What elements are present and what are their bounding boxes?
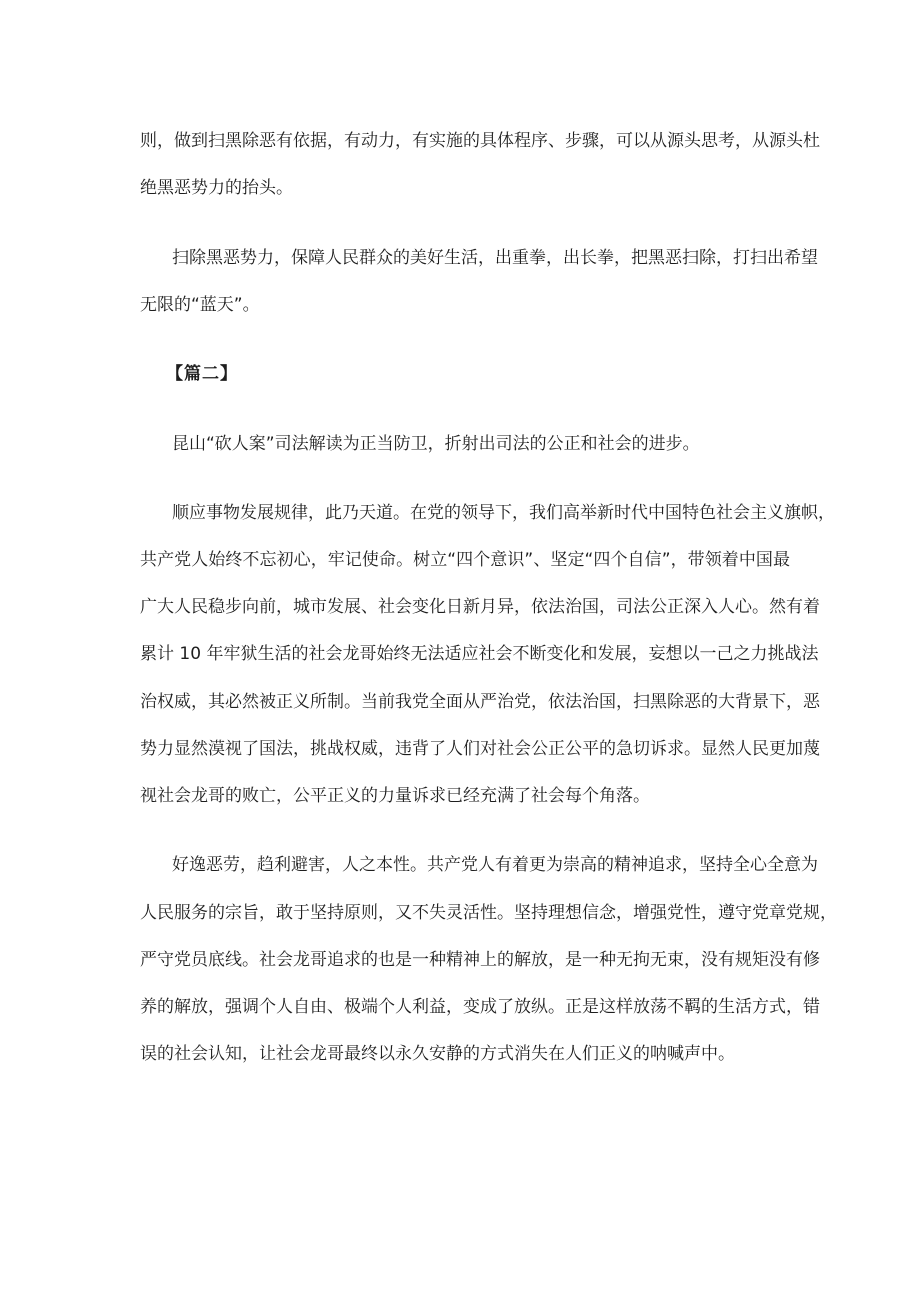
paragraph-5-line-4: 养的解放，强调个人自由、极端个人利益，变成了放纵。正是这样放荡不羁的生活方式，错 xyxy=(140,997,820,1017)
paragraph-4-line-3: 广大人民稳步向前，城市发展、社会变化日新月异，依法治国，司法公正深入人心。然有着 xyxy=(140,597,820,617)
paragraph-4-line-6: 势力显然漠视了国法，挑战权威，违背了人们对社会公正公平的急切诉求。显然人民更加蔑 xyxy=(140,739,820,759)
paragraph-2-line-2: 无限的“蓝天”。 xyxy=(140,295,260,315)
paragraph-5-line-2: 人民服务的宗旨，敢于坚持原则，又不失灵活性。坚持理想信念，增强党性，遵守党章党规， xyxy=(140,903,837,923)
paragraph-1-line-1: 则，做到扫黑除恶有依据，有动力，有实施的具体程序、步骤，可以从源头思考，从源头杜 xyxy=(140,131,820,151)
paragraph-4-line-4: 累计 10 年牢狱生活的社会龙哥始终无法适应社会不断变化和发展，妄想以一己之力挑战法 xyxy=(140,644,819,664)
paragraph-4-line-2: 共产党人始终不忘初心，牢记使命。树立“四个意识”、坚定“四个自信”，带领着中国最 xyxy=(140,550,790,570)
paragraph-5-line-5: 误的社会认知，让社会龙哥最终以永久安静的方式消失在人们正义的呐喊声中。 xyxy=(140,1044,735,1064)
paragraph-5-line-1: 好逸恶劳，趋利避害，人之本性。共产党人有着更为崇高的精神追求，坚持全心全意为 xyxy=(172,855,818,875)
paragraph-5-line-3: 严守党员底线。社会龙哥追求的也是一种精神上的解放，是一种无拘无束，没有规矩没有修 xyxy=(140,950,820,970)
paragraph-4-line-5: 治权威，其必然被正义所制。当前我党全面从严治党，依法治国，扫黑除恶的大背景下，恶 xyxy=(140,692,820,712)
section-heading: 【篇二】 xyxy=(166,364,238,384)
paragraph-1-line-2: 绝黑恶势力的抬头。 xyxy=(140,178,293,198)
paragraph-4-line-7: 视社会龙哥的败亡，公平正义的力量诉求已经充满了社会每个角落。 xyxy=(140,786,650,806)
paragraph-3-line-1: 昆山“砍人案”司法解读为正当防卫，折射出司法的公正和社会的进步。 xyxy=(172,434,700,454)
paragraph-4-line-1: 顺应事物发展规律，此乃天道。在党的领导下，我们高举新时代中国特色社会主义旗帜， xyxy=(172,503,835,523)
paragraph-2-line-1: 扫除黑恶势力，保障人民群众的美好生活，出重拳，出长拳，把黑恶扫除，打扫出希望 xyxy=(172,248,818,268)
